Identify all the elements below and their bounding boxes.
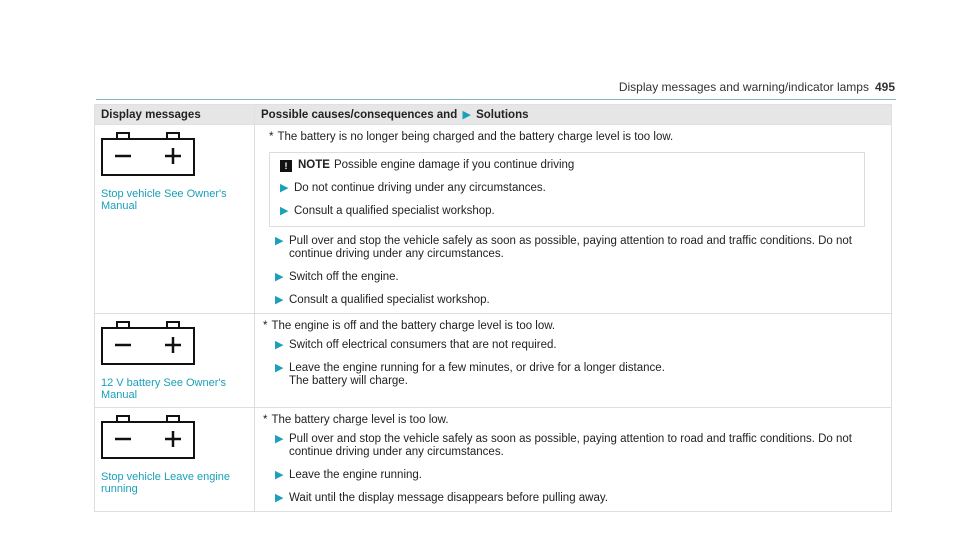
arrow-icon: ▶ — [275, 469, 284, 481]
cause-label: The engine is off and the battery charge level is too low. — [271, 320, 556, 332]
battery-icon — [101, 414, 197, 462]
note-box — [269, 152, 865, 227]
note-label: NOTE — [298, 159, 330, 171]
page-number: 495 — [874, 80, 895, 94]
asterisk-marker: * — [269, 131, 274, 143]
cause-text — [263, 414, 881, 427]
col-header-solutions-label: Solutions — [476, 109, 529, 121]
cause-text — [263, 131, 881, 144]
step-text: Leave the engine running. — [289, 469, 422, 481]
step-result-text: The battery will charge. — [289, 375, 408, 387]
table-row — [95, 408, 892, 512]
step-text: Consult a qualified specialist workshop. — [289, 294, 490, 306]
step-text: Pull over and stop the vehicle safely as soon as possible, paying attention to road and traffic conditions. Do not continue driving under any circumstances. — [289, 235, 852, 260]
solution-step — [263, 235, 881, 261]
display-message-text: Stop vehicle See Owner's Manual — [101, 188, 227, 212]
note-header — [280, 159, 856, 172]
note-step — [280, 205, 856, 218]
note-step — [280, 182, 856, 195]
battery-icon — [101, 131, 197, 179]
table-header-row — [95, 105, 892, 125]
cause-label: The battery charge level is too low. — [271, 414, 449, 426]
arrow-icon: ▶ — [275, 362, 284, 374]
display-message-text: Stop vehicle Leave engine running — [101, 471, 231, 495]
col-header-causes-label: Possible causes/consequences and — [261, 109, 458, 121]
solutions-cell — [255, 125, 892, 314]
solutions-cell — [255, 314, 892, 408]
running-head-title: Display messages and warning/indicator lamps — [618, 80, 869, 94]
table-row — [95, 125, 892, 314]
arrow-icon: ▶ — [462, 109, 471, 121]
step-text: Wait until the display message disappears before pulling away. — [289, 492, 608, 504]
step-text: Pull over and stop the vehicle safely as soon as possible, paying attention to road and traffic conditions. Do not continue driving under any circumstances. — [289, 433, 852, 458]
arrow-icon: ▶ — [275, 492, 284, 504]
step-text: Switch off the engine. — [289, 271, 399, 283]
table-row — [95, 314, 892, 408]
solution-step — [263, 433, 881, 459]
display-message-cell — [95, 408, 255, 512]
cause-label: The battery is no longer being charged and the battery charge level is too low. — [277, 131, 674, 143]
col-header-causes-solutions — [255, 105, 892, 125]
solution-step — [263, 294, 881, 307]
arrow-icon: ▶ — [275, 235, 284, 247]
warning-icon: ! — [280, 160, 292, 172]
battery-icon — [101, 320, 197, 368]
asterisk-marker: * — [263, 320, 268, 332]
arrow-icon: ▶ — [280, 205, 289, 217]
step-text: Switch off electrical consumers that are not required. — [289, 339, 557, 351]
note-text: Possible engine damage if you continue driving — [333, 159, 575, 171]
col-header-display-messages: Display messages — [95, 105, 255, 125]
solution-step — [263, 362, 881, 388]
running-head — [619, 80, 895, 94]
arrow-icon: ▶ — [280, 182, 289, 194]
display-message-cell — [95, 314, 255, 408]
solution-step — [263, 271, 881, 284]
asterisk-marker: * — [263, 414, 268, 426]
arrow-icon: ▶ — [275, 294, 284, 306]
display-message-text: 12 V battery See Owner's Manual — [101, 377, 226, 401]
display-message-cell — [95, 125, 255, 314]
step-text: Leave the engine running for a few minutes, or drive for a longer distance. — [289, 362, 665, 374]
arrow-icon: ▶ — [275, 433, 284, 445]
display-messages-table — [94, 104, 892, 512]
solution-step — [263, 339, 881, 352]
solution-step — [263, 469, 881, 482]
step-text: Consult a qualified specialist workshop. — [294, 205, 495, 217]
arrow-icon: ▶ — [275, 339, 284, 351]
solution-step — [263, 492, 881, 505]
solutions-cell — [255, 408, 892, 512]
header-rule — [96, 99, 896, 100]
cause-text — [263, 320, 881, 333]
step-text: Do not continue driving under any circumstances. — [294, 182, 546, 194]
arrow-icon: ▶ — [275, 271, 284, 283]
